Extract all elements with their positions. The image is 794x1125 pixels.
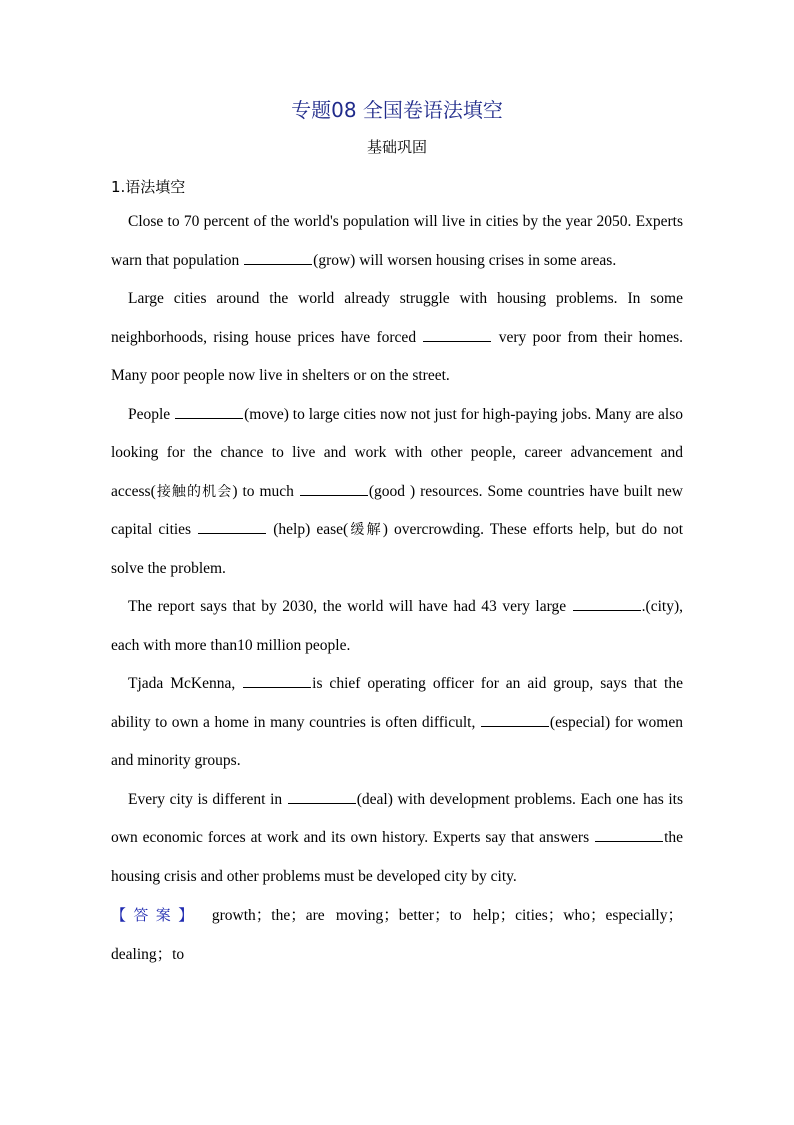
blank-7 [243, 675, 311, 688]
blank-4 [300, 483, 368, 496]
blank-9 [288, 791, 356, 804]
answer-label: 【答案】 [111, 906, 201, 924]
page-title: 专题08 全国卷语法填空 [291, 98, 503, 122]
answer-line [111, 896, 683, 974]
blank-8 [481, 714, 549, 727]
paragraph-3: People (move) to large cities now not just for high-paying jobs. Many are also looking for the chance to live and work with other people, career advancement and access(接触的机会) to much (good ) resources. Some countries have built new capital cities (help) ease(缓解) overcrowding. These efforts help, but do not solve the problem. [111, 405, 684, 577]
blank-6 [573, 598, 641, 611]
question-heading: 1.语法填空 [111, 178, 186, 196]
answer-text: growth；the；are moving；better；to help；cities；who；especially；dealing；to [111, 907, 683, 963]
paragraph-6: Every city is different in (deal) with development problems. Each one has its own economic forces at work and its own history. Experts say that answers the housing crisis and other problems must be developed city by city. [111, 790, 683, 885]
paragraph-4: The report says that by 2030, the world will have had 43 very large .(city), each with more than10 million people. [111, 598, 683, 654]
blank-5 [198, 521, 266, 534]
blank-10 [595, 829, 663, 842]
passage [111, 203, 683, 974]
paragraph-1: Close to 70 percent of the world's population will live in cities by the year 2050. Experts warn that population (grow) will worsen housing crises in some areas. [111, 213, 683, 269]
blank-2 [423, 329, 491, 342]
blank-1 [244, 252, 312, 265]
paragraph-2: Large cities around the world already struggle with housing problems. In some neighborhoods, rising house prices have forced very poor from their homes. Many poor people now live in shelters or on the street. [111, 290, 683, 384]
page-subtitle: 基础巩固 [366, 138, 427, 156]
blank-3 [175, 406, 243, 419]
paragraph-5: Tjada McKenna, is chief operating officer for an aid group, says that the ability to own a home in many countries is often difficult, (especial) for women and minority groups. [111, 675, 683, 769]
